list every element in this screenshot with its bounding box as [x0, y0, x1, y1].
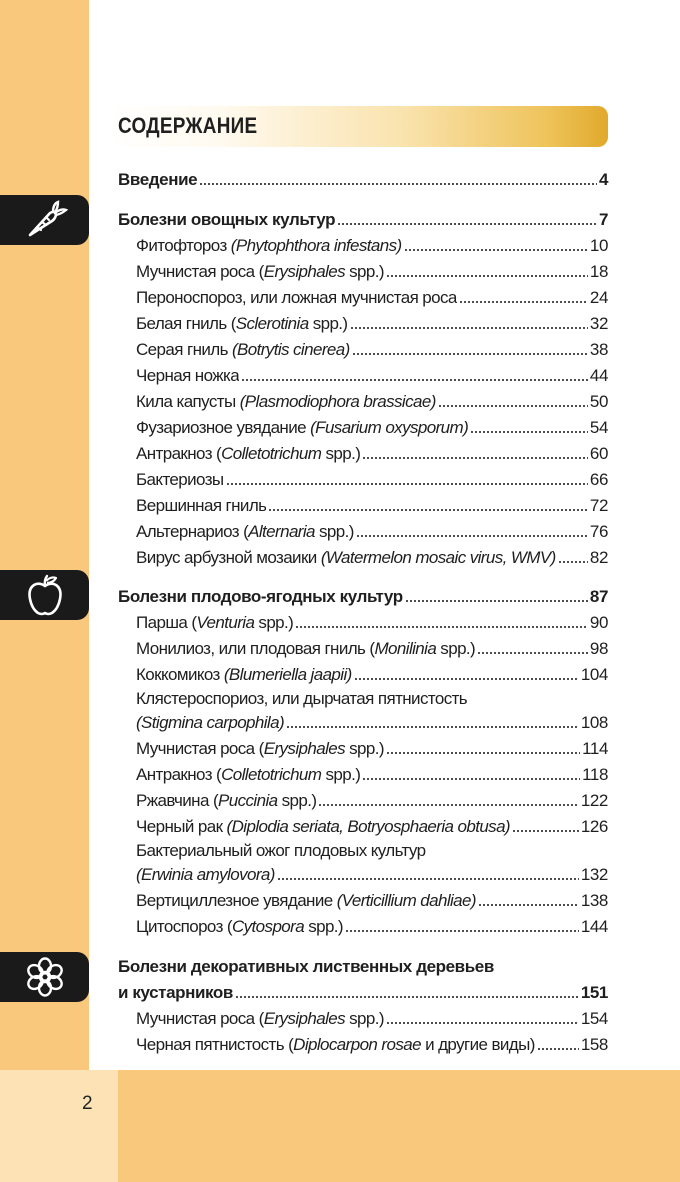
- toc-label: и кустарников: [118, 983, 233, 1002]
- leader-dots: [286, 725, 579, 729]
- toc-label-text: Антракноз (: [136, 444, 222, 463]
- leader-dots: [386, 274, 588, 278]
- toc-page: 72: [589, 496, 608, 515]
- toc-label-text: Фузариозное увядание: [136, 418, 311, 437]
- toc-page: 4: [598, 170, 608, 189]
- toc-page: 60: [589, 444, 608, 463]
- leader-dots: [459, 300, 588, 304]
- toc-latin-name: Erysiphales: [263, 1009, 346, 1028]
- toc-entry-intro[interactable]: [118, 167, 608, 191]
- toc-page: 18: [589, 262, 608, 281]
- leader-dots: [337, 222, 597, 226]
- leader-dots: [277, 877, 579, 881]
- toc-label-text: spp.): [321, 444, 361, 463]
- toc-label: [136, 790, 316, 812]
- toc-label: [136, 521, 354, 543]
- toc-page: 44: [589, 366, 608, 385]
- toc-page: 154: [580, 1009, 608, 1028]
- toc-label-text: spp.): [345, 262, 384, 281]
- toc-entry[interactable]: [136, 337, 608, 361]
- tab-ornamental[interactable]: [0, 952, 89, 1002]
- toc-label: [136, 738, 384, 760]
- left-margin-strip: [0, 0, 89, 1070]
- toc-page: 126: [580, 817, 608, 836]
- toc-latin-name: (Blumeriella jaapii): [223, 665, 352, 684]
- toc-latin-name: (Plasmodiophora brassicae): [239, 392, 436, 411]
- toc-label-text: spp.): [277, 791, 317, 810]
- leader-dots: [268, 508, 587, 512]
- leader-dots: [512, 829, 579, 833]
- toc-entry[interactable]: [136, 519, 608, 543]
- toc-page: 108: [580, 713, 608, 732]
- toc-label: Болезни плодово-ягодных культур: [118, 587, 403, 606]
- toc-label-text: и другие виды): [420, 1035, 535, 1054]
- toc-label: [136, 417, 468, 439]
- toc-entry[interactable]: [136, 762, 608, 786]
- toc-latin-name: Colletotrichum: [221, 444, 322, 463]
- toc-label-text: spp.): [345, 739, 384, 758]
- leader-dots: [352, 352, 588, 356]
- toc-entry[interactable]: [136, 467, 608, 491]
- toc-entry-line1: Клястероспориоз, или дырчатая пятнистость: [136, 689, 468, 708]
- toc-page: 32: [589, 314, 608, 333]
- toc-latin-name: (Erwinia amylovora): [136, 865, 275, 884]
- toc-label: [136, 443, 360, 465]
- toc-page: 90: [589, 613, 608, 632]
- toc-entry[interactable]: [136, 493, 608, 517]
- toc-label-text: Черный рак: [136, 817, 227, 836]
- toc-latin-name: Venturia: [196, 613, 255, 632]
- toc-latin-name: Cytospora: [231, 917, 305, 936]
- toc-page: 82: [589, 548, 608, 567]
- toc-page: 7: [598, 210, 608, 229]
- toc-label-text: spp.): [321, 765, 361, 784]
- toc-label-text: Серая гниль: [136, 340, 232, 359]
- toc-label: [136, 664, 352, 686]
- toc-label-text: Пероноспороз, или ложная мучнистая роса: [136, 288, 457, 307]
- toc-page: 54: [589, 418, 608, 437]
- toc-page: 151: [580, 983, 608, 1002]
- toc-page: 10: [589, 236, 608, 255]
- toc-latin-name: (Diplodia seriata, Botryosphaeria obtusa): [226, 817, 510, 836]
- leader-dots: [356, 534, 588, 538]
- toc-label: [136, 391, 436, 413]
- toc-page: 38: [589, 340, 608, 359]
- leader-dots: [235, 995, 579, 999]
- toc-label-text: spp.): [345, 1009, 384, 1028]
- toc-entry[interactable]: [136, 233, 608, 257]
- toc-entry[interactable]: [136, 545, 608, 569]
- toc-entry[interactable]: [136, 259, 608, 283]
- leader-dots: [295, 625, 588, 629]
- toc-entry[interactable]: [136, 1032, 608, 1056]
- apple-icon: [22, 572, 68, 618]
- toc-page: 98: [589, 639, 608, 658]
- leader-dots: [537, 1047, 579, 1051]
- toc-latin-name: (Watermelon mosaic virus, WMV): [320, 548, 556, 567]
- toc-entry[interactable]: [136, 415, 608, 439]
- toc-label-text: Вершинная гниль: [136, 496, 267, 515]
- toc-entry[interactable]: [136, 814, 608, 838]
- toc-label: [136, 638, 475, 660]
- toc-label: [136, 890, 476, 912]
- page-number-box: [0, 1070, 118, 1182]
- toc-latin-name: Sclerotinia: [235, 314, 309, 333]
- toc-label-text: Мучнистая роса (: [136, 739, 264, 758]
- leader-dots: [405, 599, 588, 603]
- toc-entry[interactable]: [136, 914, 608, 938]
- toc-label: [136, 612, 293, 634]
- toc-entry[interactable]: [136, 736, 608, 760]
- toc-label-text: spp.): [304, 917, 343, 936]
- toc-page: 50: [589, 392, 608, 411]
- toc-section-vegetables[interactable]: [118, 207, 608, 231]
- toc-entry[interactable]: [136, 710, 608, 734]
- toc-label-text: Кила капусты: [136, 392, 240, 411]
- toc-entry[interactable]: [136, 285, 608, 309]
- toc-label-text: Вертициллезное увядание: [136, 891, 337, 910]
- toc-entry[interactable]: [136, 662, 608, 686]
- toc-label-text: Черная пятнистость (: [136, 1035, 294, 1054]
- toc-label: [136, 469, 224, 491]
- page-title: СОДЕРЖАНИЕ: [118, 113, 258, 138]
- toc-label: [136, 1008, 384, 1030]
- toc-entry-line1: Бактериальный ожог плодовых культур: [136, 841, 426, 860]
- toc-entry[interactable]: [136, 363, 608, 387]
- toc-label-text: spp.): [308, 314, 348, 333]
- toc-label-text: Ржавчина (: [136, 791, 219, 810]
- toc-entry[interactable]: [136, 610, 608, 634]
- toc-label: [136, 313, 348, 335]
- toc-page: 76: [589, 522, 608, 541]
- toc-label: [136, 235, 402, 257]
- leader-dots: [362, 456, 588, 460]
- leader-dots: [241, 378, 588, 382]
- toc-label: [136, 816, 510, 838]
- toc-page: 158: [580, 1035, 608, 1054]
- toc-label: [136, 712, 284, 734]
- toc-label: [136, 495, 266, 517]
- flower-icon: [22, 954, 68, 1000]
- toc-label-text: Черная ножка: [136, 366, 240, 385]
- toc-page: 66: [589, 470, 608, 489]
- toc-page: 104: [580, 665, 608, 684]
- toc-page: 118: [582, 765, 608, 784]
- toc-latin-name: Erysiphales: [263, 262, 346, 281]
- toc-section-fruit[interactable]: [118, 584, 608, 608]
- leader-dots: [318, 803, 578, 807]
- toc-label-text: Антракноз (: [136, 765, 222, 784]
- toc-label: Введение: [118, 170, 198, 189]
- toc-label-text: Цитоспороз (: [136, 917, 232, 936]
- toc-latin-name: (Stigmina carpophila): [136, 713, 285, 732]
- toc-latin-name: Colletotrichum: [221, 765, 322, 784]
- toc-label-text: Белая гниль (: [136, 314, 236, 333]
- toc-section-ornamental-line1: Болезни декоративных лиственных деревьев: [118, 957, 494, 976]
- toc-label-text: Альтернариоз (: [136, 522, 249, 541]
- toc-latin-name: Monilinia: [374, 639, 437, 658]
- toc-label: [136, 547, 556, 569]
- leader-dots: [404, 248, 588, 252]
- toc-latin-name: (Botrytis cinerea): [231, 340, 350, 359]
- toc-section-ornamental[interactable]: [118, 980, 608, 1004]
- toc-label: [136, 287, 457, 309]
- toc-label: [136, 1034, 535, 1056]
- toc-page: 122: [580, 791, 608, 810]
- toc-page: 144: [580, 917, 608, 936]
- toc-label-text: Монилиоз, или плодовая гниль (: [136, 639, 375, 658]
- leader-dots: [362, 777, 580, 781]
- leader-dots: [558, 560, 588, 564]
- toc-label: Болезни овощных культур: [118, 210, 336, 229]
- leader-dots: [386, 1021, 579, 1025]
- toc-entry[interactable]: [136, 441, 608, 465]
- toc-label-text: Коккомикоз: [136, 665, 224, 684]
- toc-latin-name: (Fusarium oxysporum): [310, 418, 469, 437]
- toc-entry[interactable]: [136, 389, 608, 413]
- toc-label-text: Фитофтороз: [136, 236, 231, 255]
- toc-label-text: spp.): [314, 522, 354, 541]
- leader-dots: [478, 903, 579, 907]
- toc-label-text: Мучнистая роса (: [136, 1009, 264, 1028]
- toc-label-text: Мучнистая роса (: [136, 262, 264, 281]
- toc-entry[interactable]: [136, 888, 608, 912]
- toc-label-text: spp.): [254, 613, 294, 632]
- toc-latin-name: Diplocarpon rosae: [293, 1035, 421, 1054]
- page-number: 2: [82, 1093, 93, 1114]
- toc-latin-name: Alternaria: [248, 522, 315, 541]
- leader-dots: [470, 430, 588, 434]
- toc-entry[interactable]: [136, 311, 608, 335]
- toc-entry[interactable]: [136, 788, 608, 812]
- toc-page: 138: [580, 891, 608, 910]
- toc-page: 24: [589, 288, 608, 307]
- toc-entry[interactable]: [136, 636, 608, 660]
- toc-label: [136, 261, 384, 283]
- leader-dots: [477, 651, 588, 655]
- leader-dots: [354, 677, 579, 681]
- carrot-icon: [22, 197, 68, 243]
- toc-label-text: Бактериозы: [136, 470, 224, 489]
- toc-latin-name: (Phytophthora infestans): [230, 236, 402, 255]
- toc-label-text: Вирус арбузной мозаики: [136, 548, 321, 567]
- toc-page: 87: [589, 587, 608, 606]
- toc-latin-name: (Verticillium dahliae): [336, 891, 476, 910]
- toc-label-text: Парша (: [136, 613, 197, 632]
- toc-label: [136, 916, 343, 938]
- toc-label: [136, 864, 275, 886]
- tab-fruit[interactable]: [0, 570, 89, 620]
- toc-label: [136, 764, 360, 786]
- leader-dots: [345, 929, 579, 933]
- toc-entry[interactable]: [136, 1006, 608, 1030]
- toc-label-text: spp.): [436, 639, 476, 658]
- leader-dots: [226, 482, 588, 486]
- toc-label: [136, 339, 350, 361]
- toc-label: [136, 365, 239, 387]
- tab-vegetables[interactable]: [0, 195, 89, 245]
- leader-dots: [199, 182, 597, 186]
- toc-latin-name: Erysiphales: [263, 739, 346, 758]
- toc-page: 114: [582, 739, 608, 758]
- leader-dots: [386, 751, 580, 755]
- toc-page: 132: [580, 865, 608, 884]
- toc-entry[interactable]: [136, 862, 608, 886]
- toc-latin-name: Puccinia: [218, 791, 278, 810]
- leader-dots: [350, 326, 588, 330]
- leader-dots: [438, 404, 588, 408]
